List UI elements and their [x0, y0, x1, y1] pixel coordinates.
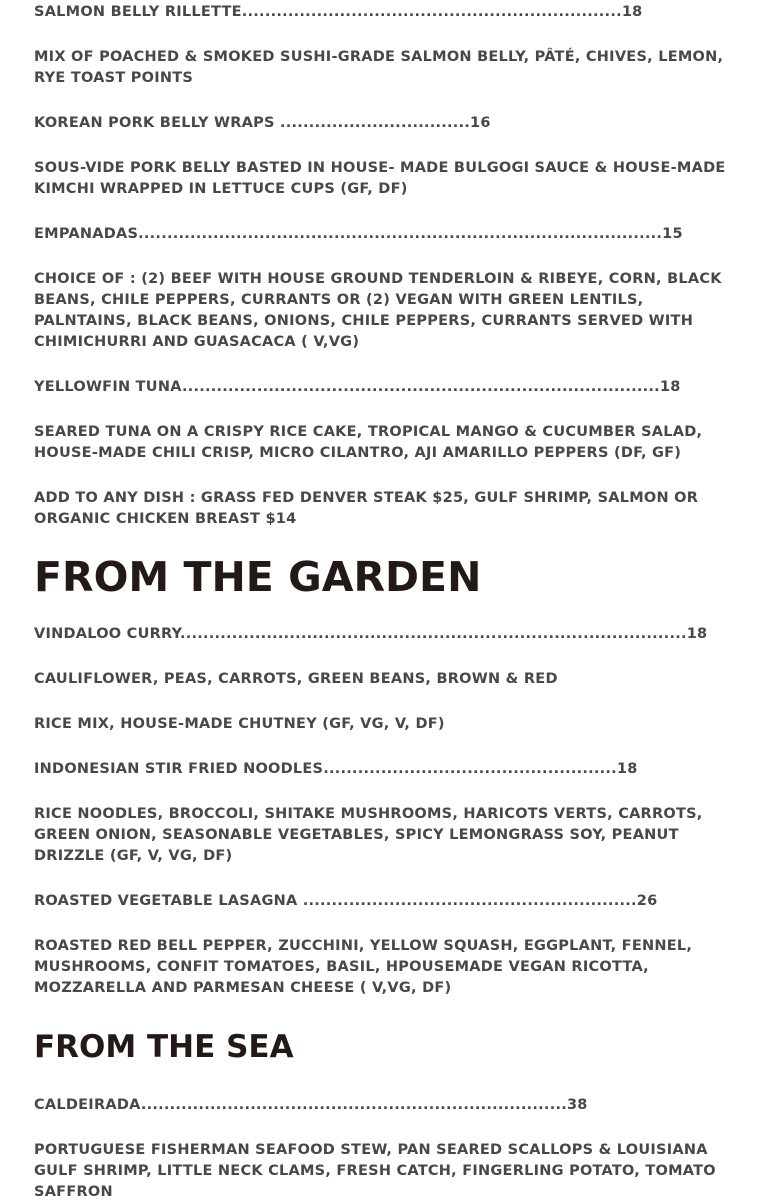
- menu-item-description-caldeirada: PORTUGUESE FISHERMAN SEAFOOD STEW, PAN SEARED SCALLOPS & LOUISIANA GULF SHRIMP, LITTLE NECK CLAMS, FRESH CATCH, FINGERLING POTATO, TOMATO SAFFRON: [34, 1142, 716, 1200]
- add-on-note: ADD TO ANY DISH : GRASS FED DENVER STEAK $25, GULF SHRIMP, SALMON OR ORGANIC CHICKEN BREAST $14: [34, 490, 699, 527]
- menu-item-description-salmon-belly-rillette: MIX OF POACHED & SMOKED SUSHI-GRADE SALMON BELLY, PÂTÉ, CHIVES, LEMON, RYE TOAST POINTS: [34, 49, 724, 86]
- menu-item-title-empanadas: EMPANADAS...........................................................................................15: [34, 226, 683, 242]
- section-heading-from-the-sea: FROM THE SEA: [34, 1029, 294, 1065]
- menu-item-title-salmon-belly-rillette: SALMON BELLY RILLETTE..................................................................18: [34, 4, 643, 20]
- menu-item-title-indonesian-stir-fried-noodles: INDONESIAN STIR FRIED NOODLES...................................................18: [34, 761, 638, 777]
- menu-item-description-empanadas: CHOICE OF : (2) BEEF WITH HOUSE GROUND TENDERLOIN & RIBEYE, CORN, BLACK BEANS, CHILE PEPPERS, CURRANTS OR (2) VEGAN WITH GREEN LENTILS, PALNTAINS, BLACK BEANS, ONIONS, CHILE PEPPERS, CURRANTS SERVED WITH CHIMICHURRI AND GUASACACA ( V,VG): [34, 271, 722, 350]
- menu-item-description-indonesian-stir-fried-noodles: RICE NOODLES, BROCCOLI, SHITAKE MUSHROOMS, HARICOTS VERTS, CARROTS, GREEN ONION, SEASONABLE VEGETABLES, SPICY LEMONGRASS SOY, PEANUT DRIZZLE (GF, V, VG, DF): [34, 806, 703, 864]
- menu-item-description-vindaloo-curry-line1: CAULIFLOWER, PEAS, CARROTS, GREEN BEANS, BROWN & RED: [34, 671, 558, 687]
- section-heading-from-the-garden: FROM THE GARDEN: [34, 553, 482, 601]
- menu-item-title-vindaloo-curry: VINDALOO CURRY........................................................................................18: [34, 626, 708, 642]
- menu-item-description-roasted-vegetable-lasagna: ROASTED RED BELL PEPPER, ZUCCHINI, YELLOW SQUASH, EGGPLANT, FENNEL, MUSHROOMS, CONFIT TOMATOES, BASIL, HPOUSEMADE VEGAN RICOTTA, MOZZARELLA AND PARMESAN CHEESE ( V,VG, DF): [34, 938, 693, 996]
- menu-item-title-roasted-vegetable-lasagna: ROASTED VEGETABLE LASAGNA ..........................................................26: [34, 893, 658, 909]
- menu-item-description-vindaloo-curry-line2: RICE MIX, HOUSE-MADE CHUTNEY (GF, VG, V, DF): [34, 716, 445, 732]
- menu-item-description-korean-pork-belly-wraps: SOUS-VIDE PORK BELLY BASTED IN HOUSE- MADE BULGOGI SAUCE & HOUSE-MADE KIMCHI WRAPPED IN LETTUCE CUPS (GF, DF): [34, 160, 726, 197]
- menu-item-title-yellowfin-tuna: YELLOWFIN TUNA...................................................................................18: [34, 379, 681, 395]
- menu-item-title-korean-pork-belly-wraps: KOREAN PORK BELLY WRAPS .................................16: [34, 115, 491, 131]
- menu-item-description-yellowfin-tuna: SEARED TUNA ON A CRISPY RICE CAKE, TROPICAL MANGO & CUCUMBER SALAD, HOUSE-MADE CHILI CRISP, MICRO CILANTRO, AJI AMARILLO PEPPERS (DF, GF): [34, 424, 703, 461]
- menu-item-title-caldeirada: CALDEIRADA..........................................................................38: [34, 1097, 588, 1113]
